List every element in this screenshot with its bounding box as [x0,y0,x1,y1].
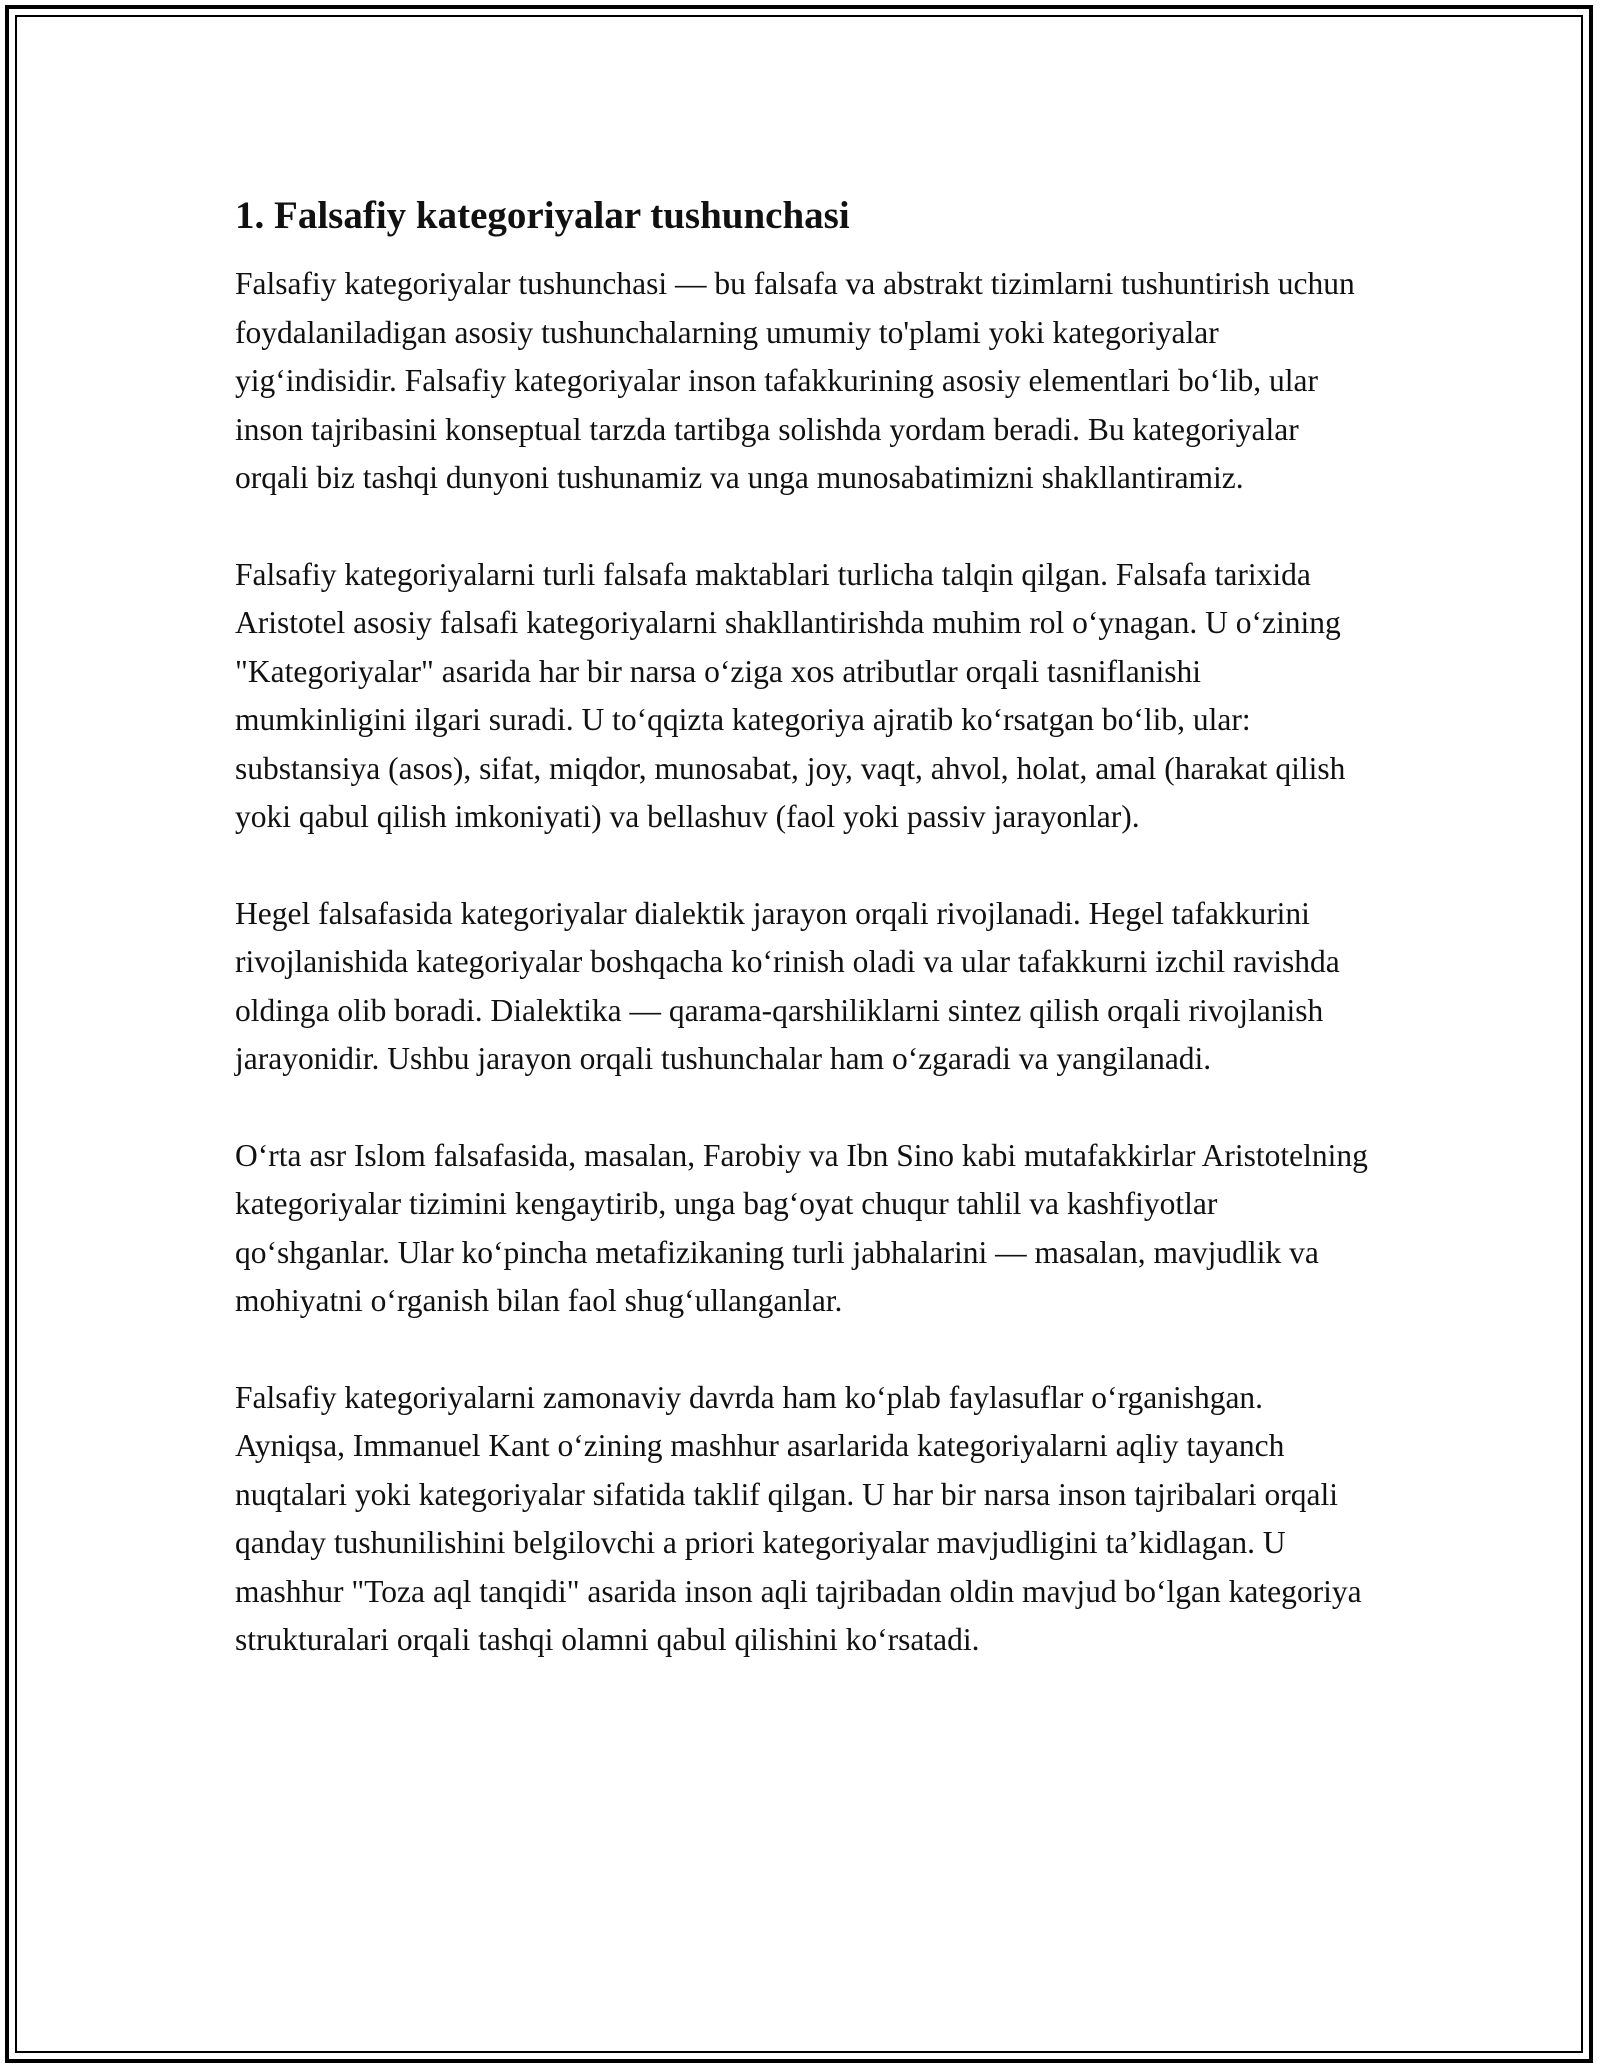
document-body [235,190,1370,1713]
paragraph-4: O‘rta asr Islom falsafasida, masalan, Farobiy va Ibn Sino kabi mutafakkirlar Aristotelning kategoriyalar tizimini kengaytirib, unga bag‘oyat chuqur tahlil va kashfiyotlar qo‘shganlar. Ular ko‘pincha metafizikaning turli jabhalarini — masalan, mavjudlik va mohiyatni o‘rganish bilan faol shug‘ullanganlar. [235,1137,1368,1318]
section-heading: 1. Falsafiy kategoriyalar tushunchasi [235,194,850,237]
paragraph-3: Hegel falsafasida kategoriyalar dialektik jarayon orqali rivojlanadi. Hegel tafakkurini rivojlanishida kategoriyalar boshqacha ko‘rinish oladi va ular tafakkurni izchil ravishda oldinga olib boradi. Dialektika — qarama-qarshiliklarni sintez qilish orqali rivojlanish jarayonidir. Ushbu jarayon orqali tushunchalar ham o‘zgaradi va yangilanadi. [235,895,1340,1076]
paragraph-5: Falsafiy kategoriyalarni zamonaviy davrda ham ko‘plab faylasuflar o‘rganishgan. Ayniqsa, Immanuel Kant o‘zining mashhur asarlarida kategoriyalarni aqliy tayanch nuqtalari yoki kategoriyalar sifatida taklif qilgan. U har bir narsa inson tajribalari orqali qanday tushunilishini belgilovchi a priori kategoriyalar mavjudligini ta’kidlagan. U mashhur "Toza aql tanqidi" asarida inson aqli tajribadan oldin mavjud bo‘lgan kategoriya strukturalari orqali tashqi olamni qabul qilishini ko‘rsatadi. [235,1379,1362,1657]
paragraph-2: Falsafiy kategoriyalarni turli falsafa maktablari turlicha talqin qilgan. Falsafa tarixida Aristotel asosiy falsafi kategoriyalarni shakllantirishda muhim rol o‘ynagan. U o‘zining "Kategoriyalar" asarida har bir narsa o‘ziga xos atributlar orqali tasniflanishi mumkinligini ilgari suradi. U to‘qqizta kategoriya ajratib ko‘rsatgan bo‘lib, ular: substansiya (asos), sifat, miqdor, munosabat, joy, vaqt, ahvol, holat, amal (harakat qilish yoki qabul qilish imkoniyati) va bellashuv (faol yoki passiv jarayonlar). [235,556,1346,834]
paragraph-1: Falsafiy kategoriyalar tushunchasi — bu falsafa va abstrakt tizimlarni tushuntirish uchun foydalaniladigan asosiy tushunchalarning umumiy to'plami yoki kategoriyalar yig‘indisidir. Falsafiy kategoriyalar inson tafakkurining asosiy elementlari bo‘lib, ular inson tajribasini konseptual tarzda tartibga solishda yordam beradi. Bu kategoriyalar orqali biz tashqi dunyoni tushunamiz va unga munosabatimizni shakllantiramiz. [235,266,1355,495]
